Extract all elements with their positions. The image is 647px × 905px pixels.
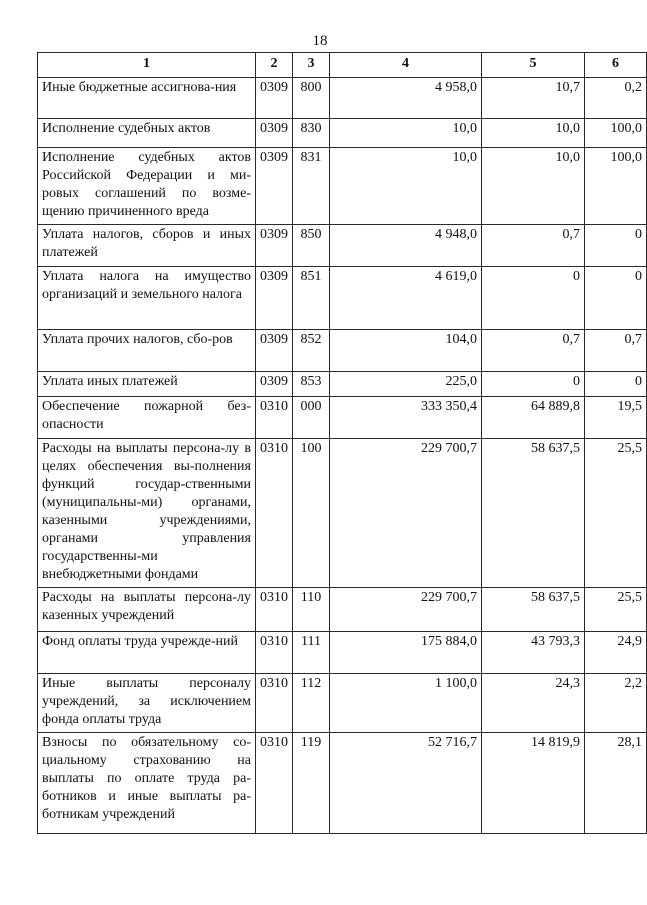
table-row [38, 119, 647, 148]
table-row [38, 632, 647, 674]
table-row [38, 674, 647, 733]
row-plan-value: 10,0 [330, 119, 482, 148]
row-percent-value: 0 [585, 225, 647, 267]
row-percent-value: 0 [585, 372, 647, 397]
row-percent-value: 2,2 [585, 674, 647, 733]
column-header-2: 2 [256, 53, 293, 78]
row-name: Обеспечение пожарной без-опасности [38, 397, 256, 439]
row-plan-value: 4 948,0 [330, 225, 482, 267]
row-percent-value: 100,0 [585, 148, 647, 225]
row-section-code: 0310 [256, 439, 293, 588]
row-section-code: 0310 [256, 733, 293, 834]
row-plan-value: 52 716,7 [330, 733, 482, 834]
row-section-code: 0309 [256, 372, 293, 397]
row-type-code: 830 [293, 119, 330, 148]
table-row [38, 330, 647, 372]
table-row [38, 397, 647, 439]
budget-table [37, 52, 647, 834]
row-plan-value: 229 700,7 [330, 588, 482, 632]
column-header-1: 1 [38, 53, 256, 78]
row-plan-value: 175 884,0 [330, 632, 482, 674]
row-name: Уплата налогов, сборов и иных платежей [38, 225, 256, 267]
row-fact-value: 58 637,5 [482, 439, 585, 588]
row-type-code: 800 [293, 78, 330, 119]
row-section-code: 0309 [256, 78, 293, 119]
row-fact-value: 0 [482, 267, 585, 330]
row-section-code: 0310 [256, 588, 293, 632]
row-plan-value: 229 700,7 [330, 439, 482, 588]
table-row [38, 733, 647, 834]
row-percent-value: 24,9 [585, 632, 647, 674]
row-fact-value: 24,3 [482, 674, 585, 733]
row-fact-value: 0 [482, 372, 585, 397]
row-percent-value: 25,5 [585, 588, 647, 632]
row-plan-value: 4 619,0 [330, 267, 482, 330]
row-type-code: 852 [293, 330, 330, 372]
table-row [38, 372, 647, 397]
row-percent-value: 100,0 [585, 119, 647, 148]
page-number: 18 [312, 33, 328, 49]
row-percent-value: 19,5 [585, 397, 647, 439]
row-plan-value: 333 350,4 [330, 397, 482, 439]
row-type-code: 851 [293, 267, 330, 330]
column-header-5: 5 [482, 53, 585, 78]
table-row [38, 148, 647, 225]
row-name: Иные бюджетные ассигнова-ния [38, 78, 256, 119]
row-fact-value: 64 889,8 [482, 397, 585, 439]
row-name: Уплата иных платежей [38, 372, 256, 397]
row-fact-value: 10,7 [482, 78, 585, 119]
row-plan-value: 225,0 [330, 372, 482, 397]
row-type-code: 853 [293, 372, 330, 397]
row-section-code: 0310 [256, 397, 293, 439]
row-plan-value: 10,0 [330, 148, 482, 225]
row-section-code: 0309 [256, 148, 293, 225]
row-name: Исполнение судебных актов [38, 119, 256, 148]
table-row [38, 225, 647, 267]
row-percent-value: 0 [585, 267, 647, 330]
row-percent-value: 0,7 [585, 330, 647, 372]
table-header-row [38, 53, 647, 78]
row-type-code: 850 [293, 225, 330, 267]
row-section-code: 0309 [256, 267, 293, 330]
row-type-code: 111 [293, 632, 330, 674]
row-section-code: 0309 [256, 225, 293, 267]
row-name: Исполнение судебных актов Российской Федерации и ми-ровых соглашений по возме-щению причиненного вреда [38, 148, 256, 225]
row-percent-value: 28,1 [585, 733, 647, 834]
row-section-code: 0309 [256, 330, 293, 372]
row-fact-value: 0,7 [482, 330, 585, 372]
row-type-code: 119 [293, 733, 330, 834]
row-section-code: 0310 [256, 632, 293, 674]
row-type-code: 112 [293, 674, 330, 733]
column-header-3: 3 [293, 53, 330, 78]
row-name: Взносы по обязательному со-циальному страхованию на выплаты по оплате труда ра-ботников и иные выплаты ра-ботникам учреждений [38, 733, 256, 834]
row-fact-value: 0,7 [482, 225, 585, 267]
table-row [38, 439, 647, 588]
row-fact-value: 58 637,5 [482, 588, 585, 632]
row-percent-value: 0,2 [585, 78, 647, 119]
table-row [38, 78, 647, 119]
row-name: Фонд оплаты труда учрежде-ний [38, 632, 256, 674]
row-fact-value: 10,0 [482, 119, 585, 148]
row-name: Иные выплаты персоналу учреждений, за исключением фонда оплаты труда [38, 674, 256, 733]
row-plan-value: 1 100,0 [330, 674, 482, 733]
row-fact-value: 10,0 [482, 148, 585, 225]
row-type-code: 110 [293, 588, 330, 632]
row-plan-value: 104,0 [330, 330, 482, 372]
row-percent-value: 25,5 [585, 439, 647, 588]
row-fact-value: 14 819,9 [482, 733, 585, 834]
row-name: Уплата прочих налогов, сбо-ров [38, 330, 256, 372]
row-name: Расходы на выплаты персона-лу в целях обеспечения вы-полнения функций государ-ственными (муниципальны-ми) органами, казенными учреждениями, органами управления государственны-ми внебюджетными фондами [38, 439, 256, 588]
row-name: Уплата налога на имущество организаций и земельного налога [38, 267, 256, 330]
row-type-code: 100 [293, 439, 330, 588]
column-header-6: 6 [585, 53, 647, 78]
row-type-code: 831 [293, 148, 330, 225]
table-row [38, 588, 647, 632]
row-name: Расходы на выплаты персона-лу казенных учреждений [38, 588, 256, 632]
row-section-code: 0309 [256, 119, 293, 148]
row-type-code: 000 [293, 397, 330, 439]
row-plan-value: 4 958,0 [330, 78, 482, 119]
row-section-code: 0310 [256, 674, 293, 733]
table-row [38, 267, 647, 330]
row-fact-value: 43 793,3 [482, 632, 585, 674]
column-header-4: 4 [330, 53, 482, 78]
